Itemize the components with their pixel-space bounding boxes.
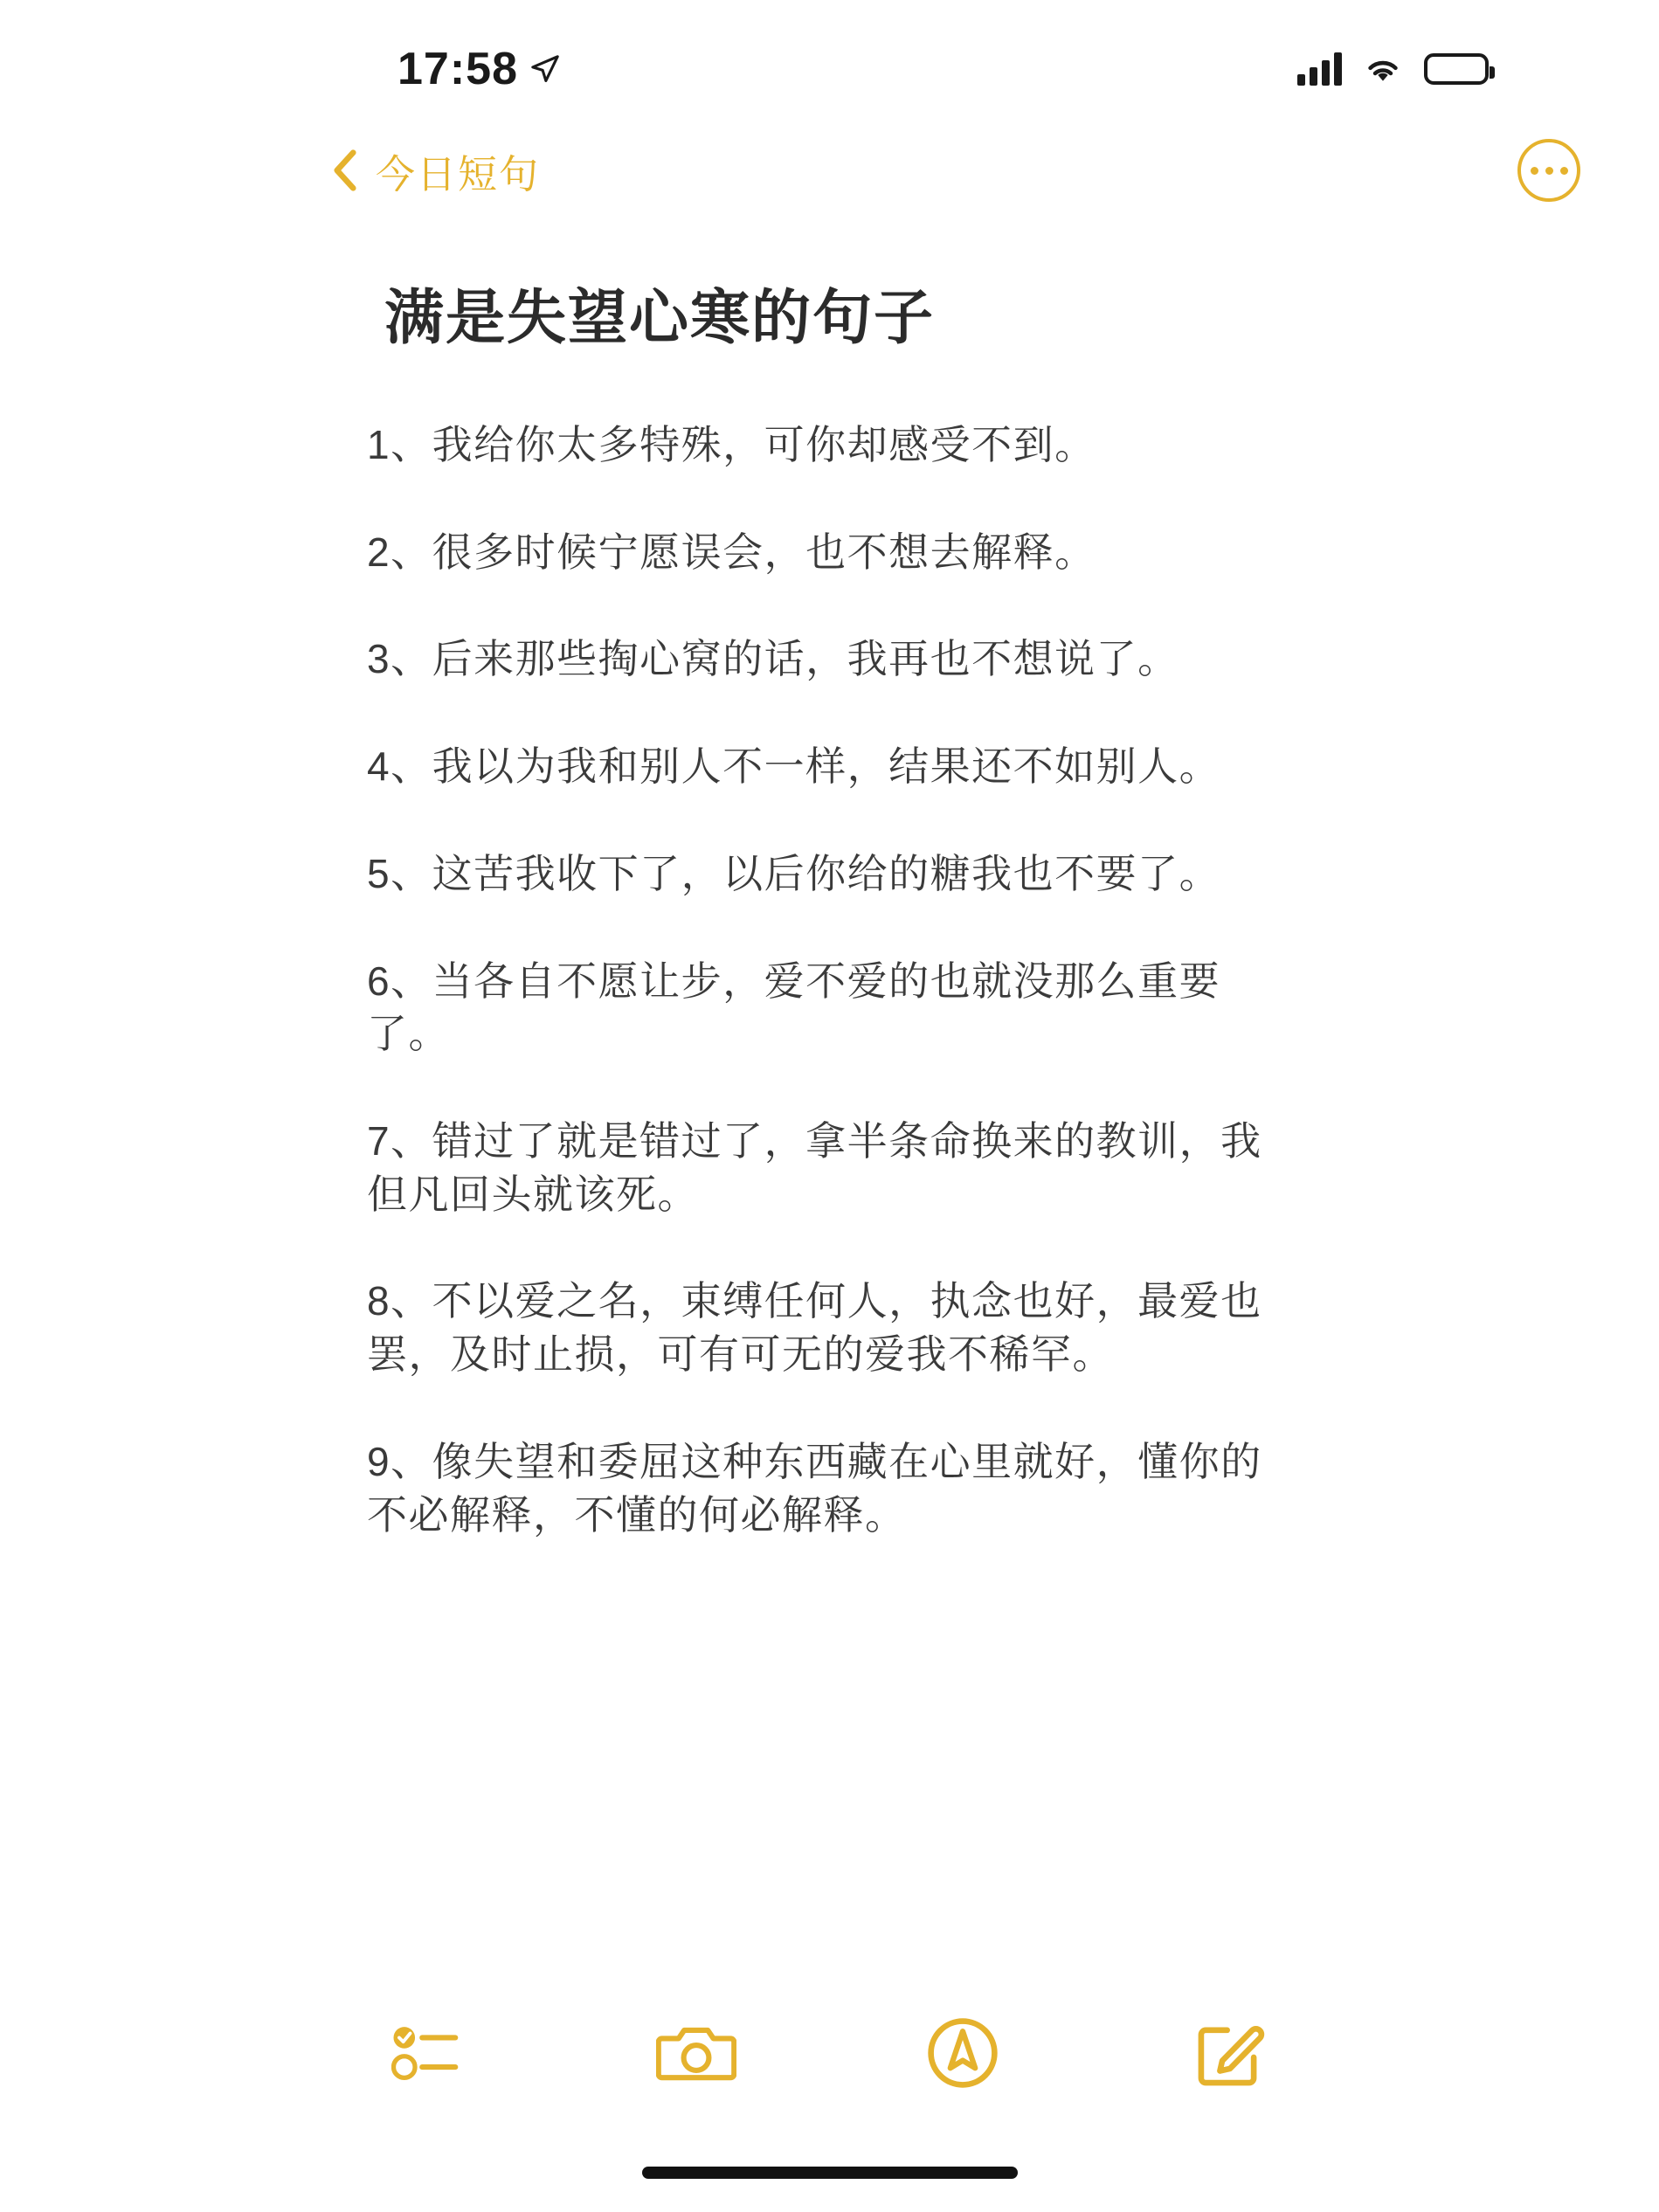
markup-pen-icon (925, 2015, 1000, 2095)
camera-icon (656, 2021, 736, 2090)
wifi-icon (1361, 52, 1405, 86)
chevron-left-icon (332, 149, 358, 191)
status-bar (0, 0, 1659, 122)
status-time: 17:58 (397, 44, 518, 94)
cellular-signal-icon (1297, 52, 1342, 86)
note-content (0, 218, 1659, 1541)
markup-button[interactable] (921, 2013, 1005, 2097)
list-item: 9、像失望和委屈这种东西藏在心里就好，懂你的不必解释，不懂的何必解释。 (367, 1438, 1262, 1538)
list-item: 1、我给你太多特殊，可你却感受不到。 (367, 422, 1096, 467)
more-dot (1531, 167, 1538, 175)
checklist-button[interactable] (388, 2013, 472, 2097)
more-options-button[interactable] (1517, 139, 1580, 202)
home-indicator (642, 2167, 1018, 2179)
more-dot (1560, 167, 1568, 175)
navigation-bar (0, 122, 1659, 218)
back-button[interactable] (332, 142, 540, 199)
list-item: 3、后来那些掏心窝的话，我再也不想说了。 (367, 636, 1179, 682)
camera-button[interactable] (654, 2013, 738, 2097)
list-item: 8、不以爱之名，束缚任何人，执念也好，最爱也罢，及时止损，可有可无的爱我不稀罕。 (367, 1278, 1262, 1378)
page-title: 满是失望心寒的句子 (384, 285, 936, 351)
more-dot (1545, 167, 1553, 175)
location-arrow-icon (530, 54, 560, 84)
status-bar-left (397, 43, 560, 95)
list-item: 6、当各自不愿让步，爱不爱的也就没那么重要了。 (367, 957, 1221, 1057)
list-item: 5、这苦我收下了，以后你给的糖我也不要了。 (367, 850, 1221, 896)
sentence-list (367, 418, 1397, 1541)
checklist-icon (391, 2020, 468, 2091)
list-item: 2、很多时候宁愿误会，也不想去解释。 (367, 529, 1096, 575)
status-bar-right (1297, 52, 1489, 86)
list-item: 4、我以为我和别人不一样，结果还不如别人。 (367, 743, 1221, 790)
battery-icon (1424, 53, 1489, 85)
compose-button[interactable] (1187, 2013, 1271, 2097)
compose-icon (1192, 2015, 1267, 2095)
list-item: 7、错过了就是错过了，拿半条命换来的教训，我但凡回头就该死。 (367, 1118, 1262, 1217)
back-button-label: 今日短句 (376, 151, 541, 197)
bottom-toolbar (0, 2002, 1659, 2107)
